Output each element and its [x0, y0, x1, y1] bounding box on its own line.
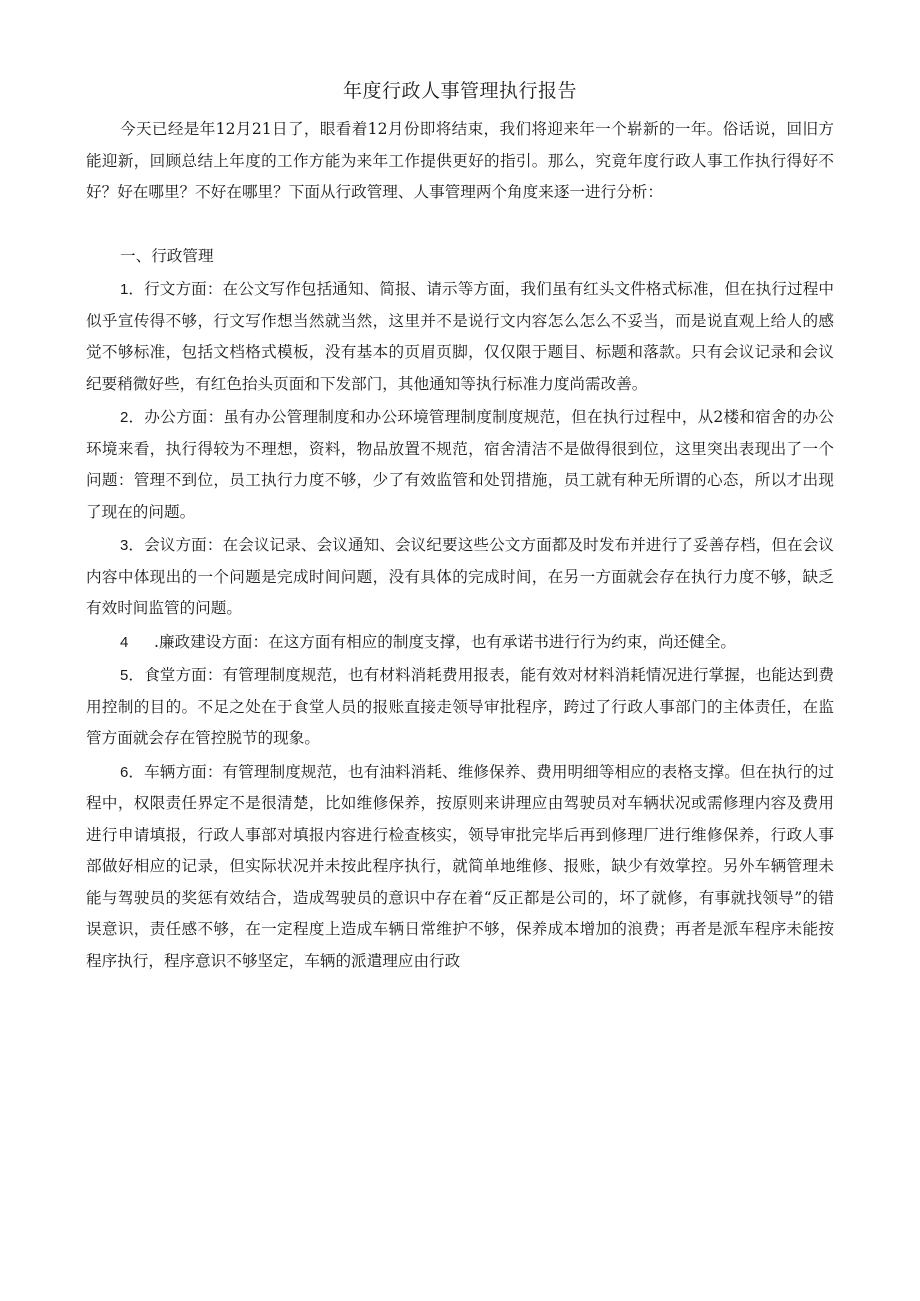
section-heading-administration: 一、行政管理 [120, 246, 214, 265]
item-number: 1 [120, 281, 129, 298]
item-paragraph-4 [86, 627, 834, 659]
item-text: ．办公方面：虽有办公管理制度和办公环境管理制度制度规范，但在执行过程中，从2楼和宿舍的办公环境来看，执行得较为不理想，资料，物品放置不规范，宿舍清洁不是做得很到位，这里突出表现出了一个问题：管理不到位，员工执行力度不够，少了有效监管和处罚措施，员工就有种无所谓的心态，所以才出现了现在的问题。 [86, 408, 834, 521]
item-text: ．行文方面：在公文写作包括通知、简报、请示等方面，我们虽有红头文件格式标准，但在执行过程中似乎宣传得不够，行文写作想当然就当然，这里并不是说行文内容怎么怎么不妥当，而是说直观上给人的感觉不够标准，包括文档格式模板，没有基本的页眉页脚，仅仅限于题目、标题和落款。只有会议记录和会议纪要稍微好些，有红色抬头页面和下发部门，其他通知等执行标准力度尚需改善。 [86, 280, 834, 393]
item-text: ．食堂方面：有管理制度规范，也有材料消耗费用报表，能有效对材料消耗情况进行掌握，也能达到费用控制的目的。不足之处在于食堂人员的报账直接走领导审批程序，跨过了行政人事部门的主体责任，在监管方面就会存在管控脱节的现象。 [86, 666, 834, 747]
item-text: ．会议方面：在会议记录、会议通知、会议纪要这些公文方面都及时发布并进行了妥善存档，但在会议内容中体现出的一个问题是完成时间问题，没有具体的完成时间，在另一方面就会存在执行力度不够，缺乏有效时间监管的问题。 [86, 536, 834, 617]
document-body [86, 114, 834, 977]
item-text: ．车辆方面：有管理制度规范，也有油料消耗、维修保养、费用明细等相应的表格支撑。但在执行的过程中，权限责任界定不是很清楚，比如维修保养，按原则来讲理应由驾驶员对车辆状况或需修理内容及费用进行申请填报，行政人事部对填报内容进行检查核实，领导审批完毕后再到修理厂进行维修保养，行政人事部做好相应的记录，但实际状况并未按此程序执行，就简单地维修、报账，缺少有效掌控。另外车辆管理未能与驾驶员的奖惩有效结合，造成驾驶员的意识中存在着“反正都是公司的，坏了就修，有事就找领导”的错误意识，责任感不够，在一定程度上造成车辆日常维护不够，保养成本增加的浪费；再者是派车程序未能按程序执行，程序意识不够坚定，车辆的派遣理应由行政 [86, 762, 834, 970]
item-paragraph-6 [86, 757, 834, 978]
item-number: 2 [120, 409, 129, 426]
item-paragraph-5 [86, 660, 834, 755]
item-paragraph-1 [86, 274, 834, 400]
intro-paragraph: 今天已经是年12月21日了，眼看着12月份即将结束，我们将迎来年一个崭新的一年。俗话说，回旧方能迎新，回顾总结上年度的工作方能为来年工作提供更好的指引。那么，究竟年度行政人事工作执行得好不好？好在哪里？不好在哪里？下面从行政管理、人事管理两个角度来逐一进行分析： [86, 120, 834, 201]
item-number: 6 [120, 763, 129, 781]
item-number: 5 [120, 667, 129, 684]
item-number: 3 [120, 537, 129, 554]
document-title: 年度行政人事管理执行报告 [342, 80, 577, 102]
item-text: .廉政建设方面：在这方面有相应的制度支撑，也有承诺书进行行为约束，尚还健全。 [154, 632, 736, 651]
item-paragraph-2 [86, 402, 834, 528]
item-paragraph-3 [86, 530, 834, 625]
item-number: 4 [120, 633, 129, 651]
